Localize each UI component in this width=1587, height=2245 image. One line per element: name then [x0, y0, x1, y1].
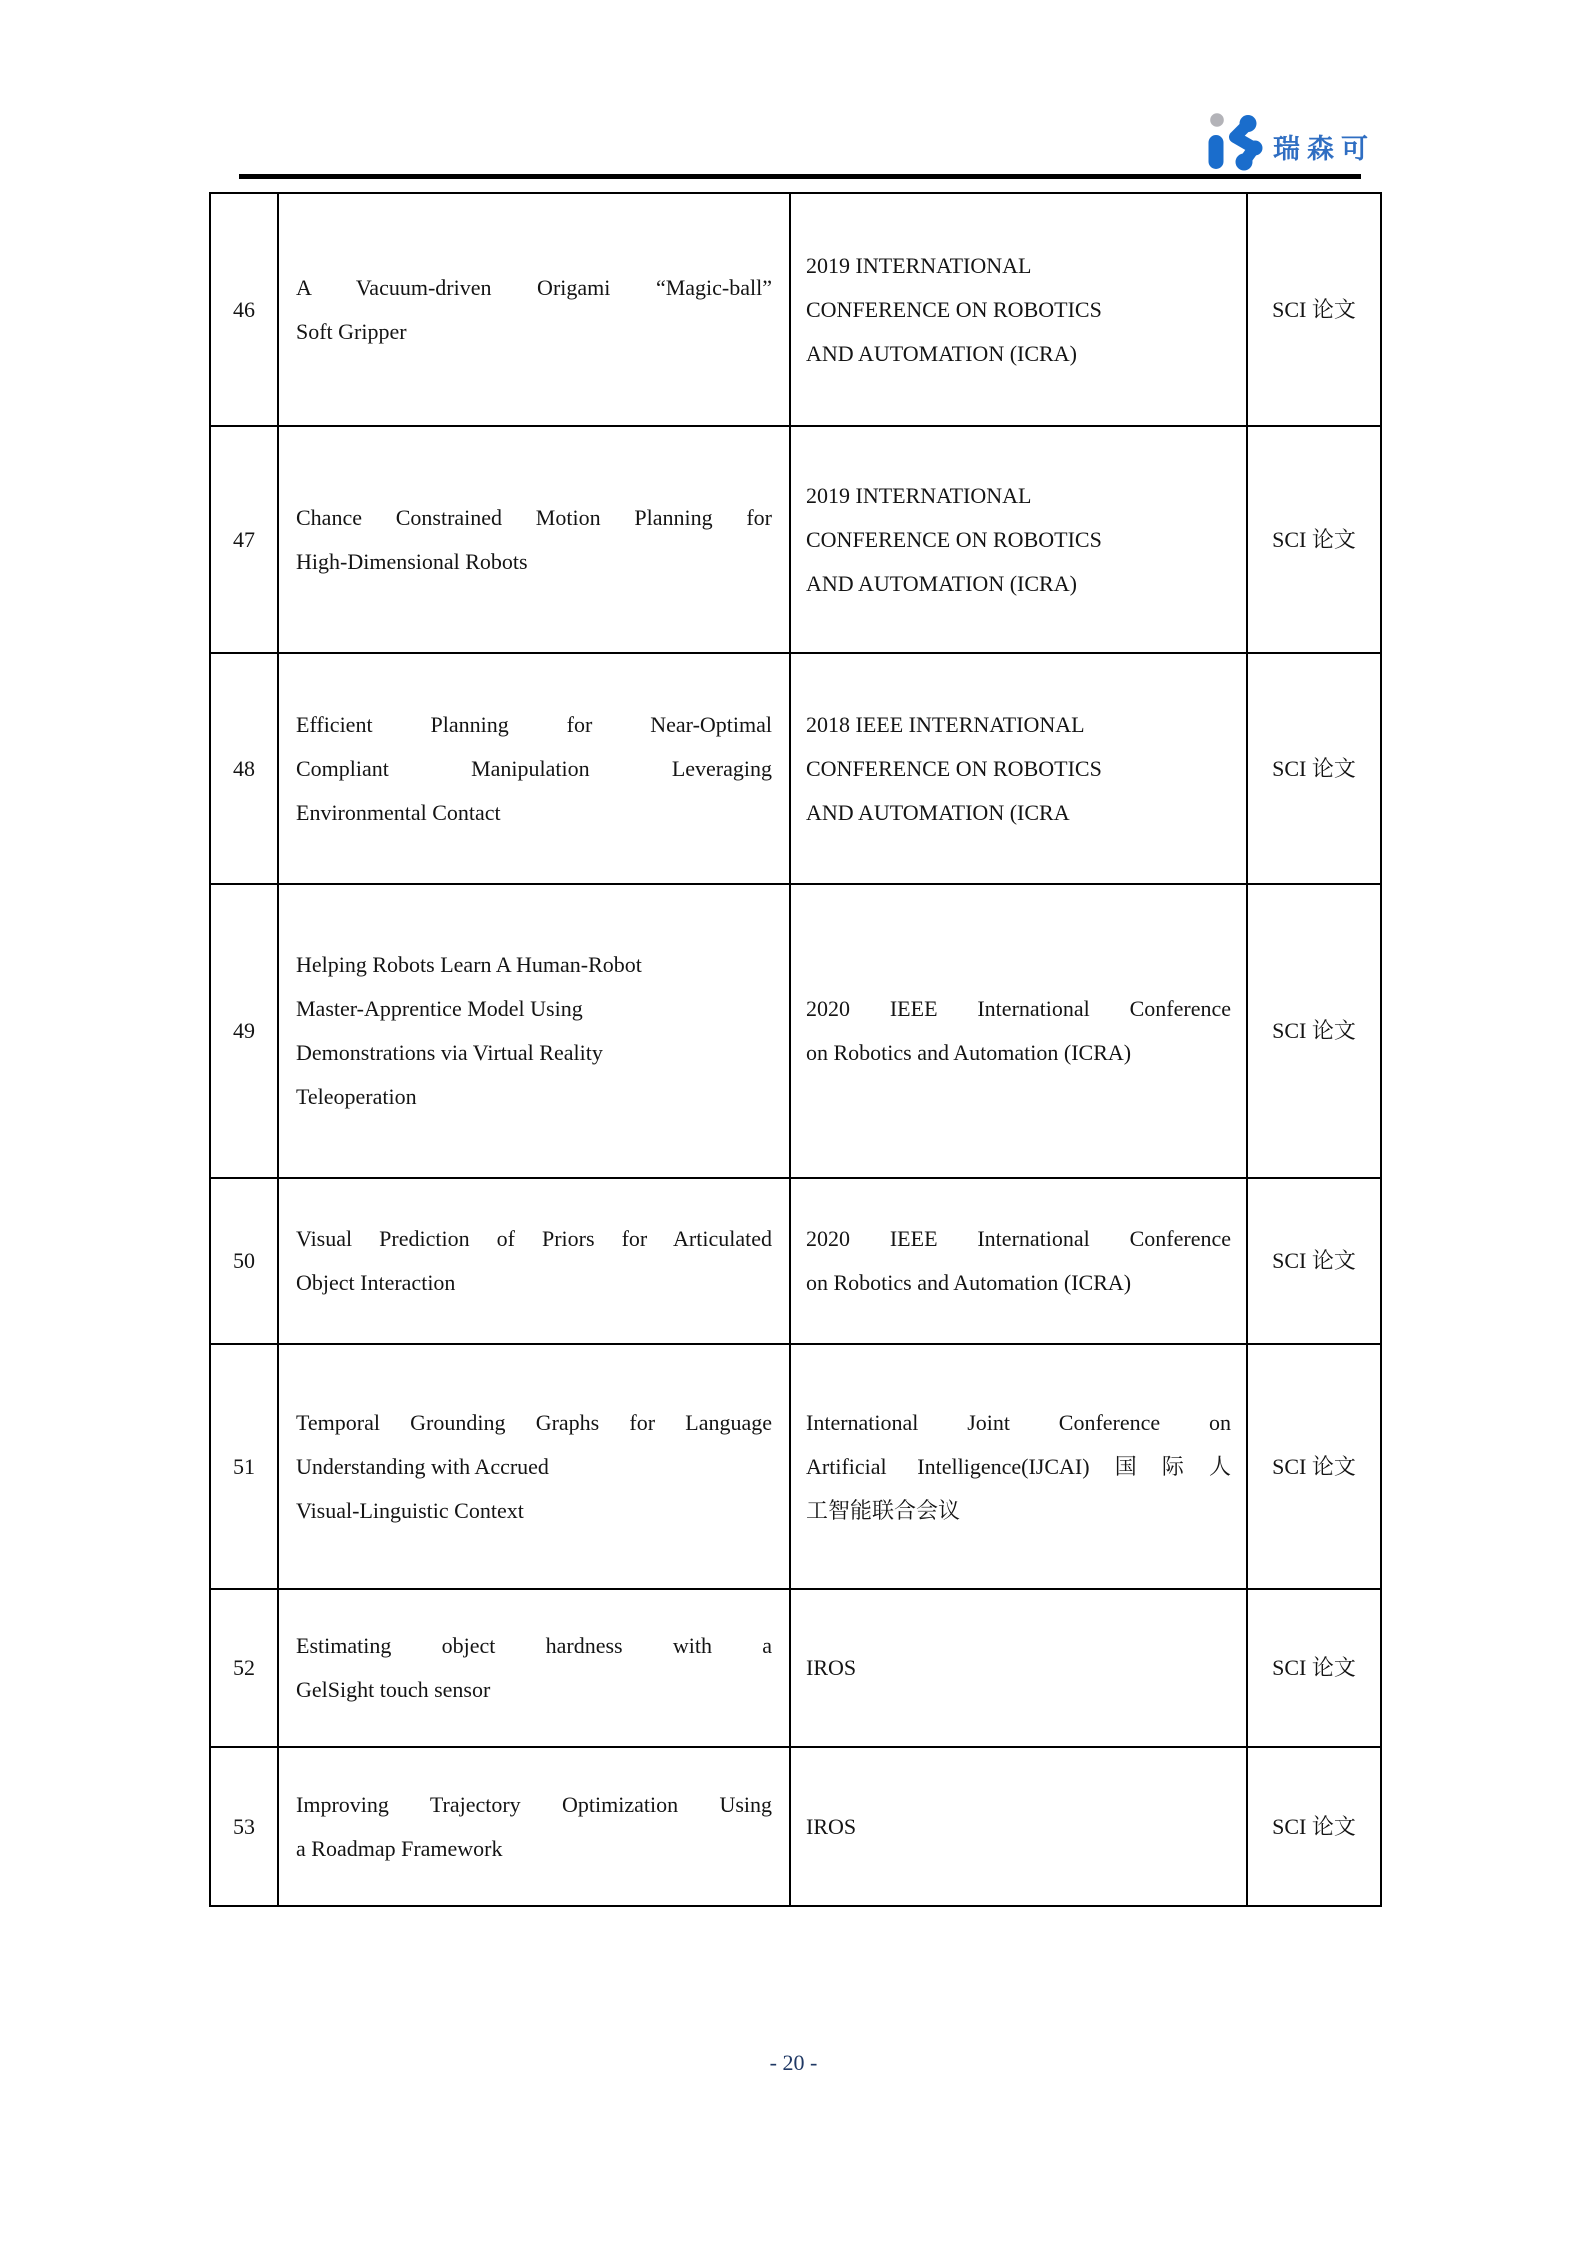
paper-title-line: GelSight touch sensor	[296, 1677, 491, 1702]
row-number-cell: 46	[210, 193, 278, 426]
paper-title-line: Temporal Grounding Graphs for Language	[296, 1409, 772, 1435]
page-number: - 20 -	[769, 2050, 818, 2075]
venue-cell	[790, 426, 1247, 653]
publications-table	[209, 192, 1382, 1907]
paper-title-line: Improving Trajectory Optimization Using	[296, 1791, 772, 1817]
paper-title-cell	[278, 1178, 790, 1344]
paper-title-line: Estimating object hardness with a	[296, 1633, 772, 1658]
venue-line: AND AUTOMATION (ICRA)	[806, 340, 1077, 366]
paper-title-line: Visual-Linguistic Context	[296, 1497, 524, 1523]
row-number-cell: 53	[210, 1747, 278, 1906]
venue-line: 2020 IEEE International Conference	[806, 996, 1231, 1021]
paper-title-line: Master-Apprentice Model Using	[296, 996, 583, 1021]
brand-name: 瑞森可	[1273, 134, 1375, 164]
venue-cell	[790, 1747, 1247, 1906]
paper-title-line: Chance Constrained Motion Planning for	[296, 504, 772, 530]
venue-cell	[790, 884, 1247, 1178]
venue-cell	[790, 653, 1247, 884]
venue-line: 工智能联合会议	[806, 1497, 961, 1523]
paper-title-cell	[278, 426, 790, 653]
paper-type-cell: SCI 论文	[1247, 1589, 1381, 1747]
paper-title-line: Efficient Planning for Near-Optimal	[296, 711, 772, 737]
table-row	[210, 1344, 1381, 1589]
venue-line: CONFERENCE ON ROBOTICS	[806, 296, 1102, 322]
paper-title-line: Soft Gripper	[296, 318, 407, 344]
paper-type-cell: SCI 论文	[1247, 426, 1381, 653]
paper-type-cell: SCI 论文	[1247, 1178, 1381, 1344]
row-number-cell: 47	[210, 426, 278, 653]
table-row	[210, 653, 1381, 884]
paper-title-cell	[278, 193, 790, 426]
row-number-cell: 50	[210, 1178, 278, 1344]
table-row	[210, 193, 1381, 426]
paper-title-line: A Vacuum-driven Origami “Magic-ball”	[296, 274, 772, 300]
row-number-cell: 49	[210, 884, 278, 1178]
paper-type-cell: SCI 论文	[1247, 193, 1381, 426]
venue-line: IROS	[806, 1655, 857, 1680]
venue-cell	[790, 193, 1247, 426]
paper-title-line: Visual Prediction of Priors for Articulated	[296, 1226, 772, 1251]
paper-type-cell: SCI 论文	[1247, 884, 1381, 1178]
header-rule	[239, 174, 1361, 179]
paper-title-cell	[278, 653, 790, 884]
venue-line: AND AUTOMATION (ICRA)	[806, 570, 1077, 596]
row-number-cell: 48	[210, 653, 278, 884]
paper-title-line: Object Interaction	[296, 1270, 456, 1295]
venue-cell	[790, 1178, 1247, 1344]
paper-title-line: Teleoperation	[296, 1084, 417, 1109]
venue-line: 2019 INTERNATIONAL	[806, 252, 1032, 278]
venue-line: 2020 IEEE International Conference	[806, 1226, 1231, 1251]
venue-line: AND AUTOMATION (ICRA	[806, 799, 1070, 825]
paper-title-cell	[278, 884, 790, 1178]
paper-title-line: Understanding with Accrued	[296, 1453, 549, 1479]
venue-cell	[790, 1344, 1247, 1589]
venue-line: on Robotics and Automation (ICRA)	[806, 1040, 1132, 1065]
venue-line: CONFERENCE ON ROBOTICS	[806, 526, 1102, 552]
paper-title-line: Demonstrations via Virtual Reality	[296, 1040, 603, 1065]
resenke-logo-icon	[1202, 110, 1264, 172]
paper-title-line: Helping Robots Learn A Human-Robot	[296, 952, 642, 977]
papers-table-body	[210, 193, 1381, 1906]
table-row	[210, 426, 1381, 653]
table-row	[210, 884, 1381, 1178]
venue-line: International Joint Conference on	[806, 1409, 1231, 1435]
venue-line: 2018 IEEE INTERNATIONAL	[806, 711, 1085, 737]
paper-title-cell	[278, 1589, 790, 1747]
row-number-cell: 52	[210, 1589, 278, 1747]
paper-title-line: a Roadmap Framework	[296, 1835, 503, 1861]
paper-title-cell	[278, 1747, 790, 1906]
venue-line: Artificial Intelligence(IJCAI)国际人	[806, 1453, 1231, 1479]
venue-line: on Robotics and Automation (ICRA)	[806, 1270, 1132, 1295]
table-row	[210, 1747, 1381, 1906]
venue-cell	[790, 1589, 1247, 1747]
venue-line: 2019 INTERNATIONAL	[806, 482, 1032, 508]
paper-title-line: Environmental Contact	[296, 799, 501, 825]
paper-title-line: High-Dimensional Robots	[296, 548, 528, 574]
venue-line: CONFERENCE ON ROBOTICS	[806, 755, 1102, 781]
paper-type-cell: SCI 论文	[1247, 1344, 1381, 1589]
row-number-cell: 51	[210, 1344, 278, 1589]
venue-line: IROS	[806, 1813, 857, 1839]
paper-type-cell: SCI 论文	[1247, 1747, 1381, 1906]
paper-title-line: Compliant Manipulation Leveraging	[296, 755, 772, 781]
brand-logo	[1202, 110, 1375, 172]
table-row	[210, 1178, 1381, 1344]
paper-type-cell: SCI 论文	[1247, 653, 1381, 884]
paper-title-cell	[278, 1344, 790, 1589]
table-row	[210, 1589, 1381, 1747]
